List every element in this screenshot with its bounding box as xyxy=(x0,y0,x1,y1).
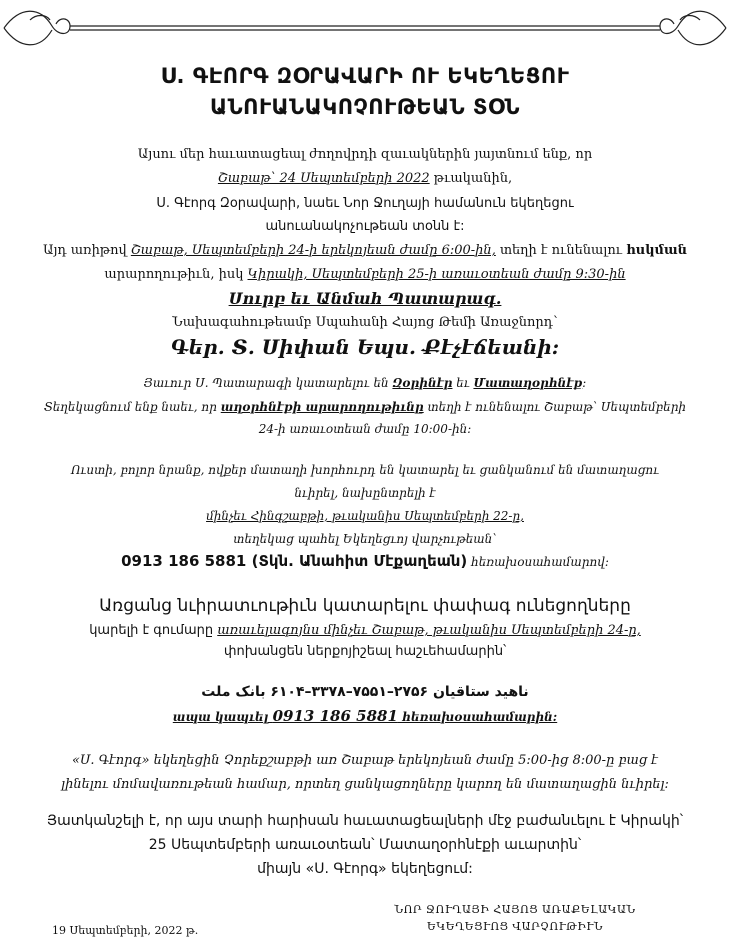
text: Յաւուր Ս. Պատարագի կատարելու են xyxy=(143,376,393,390)
note-line-3: միայն «Ս. Գէորգ» եկեղեցում: xyxy=(257,861,473,877)
text-bold: Զօրինէր xyxy=(392,376,453,390)
text-bold: աղօրհնէքի արարողութիւնը xyxy=(220,400,424,414)
italic-line-3 xyxy=(30,420,700,438)
italic-line-6 xyxy=(30,507,700,525)
bank-account: ناهید ستاقیان ۲۷۵۶–۷۵۵۱–۳۳۷۸–۶۱۰۴ بانک ملت xyxy=(201,684,529,700)
italic-line-5 xyxy=(30,484,700,502)
text: արարողութիւն, իսկ xyxy=(104,267,248,282)
body-line-5 xyxy=(30,242,700,260)
text: : xyxy=(582,376,587,390)
title-line-2: ԱՆՈՒԱՆԱԿՈՉՈՒԹԵԱՆ ՏՕՆ xyxy=(210,95,520,119)
extra-line-1: «Ս. Գէորգ» եկեղեցին Չորեքշաբթի առ Շաբաթ երեկոյեան ժամը 5:00-ից 8:00-ը բաց է xyxy=(72,753,658,768)
text: նւիրել, նախընտրելի է xyxy=(294,486,436,500)
footer-org-line-2: ԵԿԵՂԵՑՒՈՑ ՎԱՐՉՈՒԹԻՒՆ xyxy=(427,920,603,933)
liturgy-title: Սուրբ եւ Անմահ Պատարագ. xyxy=(228,289,502,308)
body-line-2 xyxy=(30,170,700,188)
ornament-border xyxy=(0,6,730,50)
italic-line-7 xyxy=(30,530,700,548)
text: եւ xyxy=(452,376,474,390)
text: հեռախօսահամարին: xyxy=(397,710,558,724)
text: Նախագահութեամբ Սպահանի Հայոց Թեմի Առաջնորդ՝ xyxy=(172,315,558,330)
vespers-time: Շաբաթ, Սեպտեմբերի 24-ի երեկոյեան ժամը 6:00-ին, xyxy=(130,243,496,258)
note-line-2: 25 Սեպտեմբերի առաւօտեան՝ Մատաղօրհնէքի աւարտին՝ xyxy=(148,837,582,853)
text: կարելի է գումարը xyxy=(89,623,218,638)
body-line-3 xyxy=(30,195,700,213)
phone-line xyxy=(30,552,700,572)
text: Ս. Գէորգ Զօրավարի, նաեւ Նոր Ջուղայի համանուն եկեղեցու xyxy=(156,196,574,211)
text: թւականին, xyxy=(429,171,513,186)
text: 24-ի առաւօտեան ժամը 10:00-ին: xyxy=(258,422,472,436)
text: տեղի է ունենալու xyxy=(495,243,627,258)
body-line-4 xyxy=(30,218,700,236)
phone-number: 0913 186 5881 (Տկն. Անահիտ Մէքաղեան) xyxy=(121,552,468,570)
phone-number-2: 0913 186 5881 xyxy=(272,707,398,725)
text: Տեղեկացնում ենք նաեւ, որ xyxy=(43,400,221,414)
footer-org-line-1: ՆՈՐ ՋՈՒՂԱՅԻ ՀԱՅՈՑ ԱՌԱՔԵԼԱԿԱՆ xyxy=(394,903,636,916)
text: Այդ առիթով xyxy=(42,243,131,258)
body-line-8 xyxy=(30,314,700,332)
text-bold: Մատաղօրհնէք xyxy=(473,376,583,390)
donation-line-1 xyxy=(30,622,700,640)
text: հեռախօսահամարով: xyxy=(467,555,609,569)
extra-line-2: լինելու մոմավառութեան համար, որտեղ ցանկացողները կարող են մատաղացին նւիրել: xyxy=(61,777,669,792)
text: անուանակոչութեան տօնն է: xyxy=(265,219,465,234)
header-ornament xyxy=(0,6,730,50)
body-line-7 xyxy=(30,290,700,310)
italic-line-2 xyxy=(30,398,700,416)
italic-line-1 xyxy=(30,374,700,392)
italic-line-4 xyxy=(30,461,700,479)
deadline: մինչեւ Հինգշաբթի, թւականիս Սեպտեմբերի 22-ը, xyxy=(206,509,524,523)
title-line-1: Ս. ԳԷՈՐԳ ԶՕՐԱՎԱՐԻ ՈՒ ԵԿԵՂԵՑՈՒ xyxy=(160,64,570,88)
text: Այսու մեր հաւատացեալ ժողովրդի զաւակներին յայտնում ենք, որ xyxy=(137,147,593,162)
phone2-line xyxy=(30,707,700,727)
text: ապա կապւել xyxy=(172,710,273,724)
donation-heading: Առցանց նւիրատւութիւն կատարելու փափագ ունեցողները xyxy=(99,596,631,616)
footer-date: 19 Սեպտեմբերի, 2022 թ. xyxy=(52,924,199,937)
body-line-6 xyxy=(30,266,700,284)
text: Ուստի, բոլոր նրանք, ովքեր մատաղի խորհուրդ են կատարել եւ ցանկանում են մատաղացու xyxy=(70,463,660,477)
note-line-1: Յատկանշելի է, որ այս տարի հարիսան հաւատացեալների մէջ բաժանւելու է Կիրակի՝ xyxy=(46,813,684,829)
bishop-name-line xyxy=(30,335,700,360)
bishop-name: Գեր․ Տ․ Սիփան Եպս․ Քէչէճեանի: xyxy=(170,335,560,359)
text-bold: հսկման xyxy=(626,243,688,258)
liturgy-time: Կիրակի, Սեպտեմբերի 25-ի առաւօտեան ժամը 9:30-ին xyxy=(247,267,626,282)
text: տեղեկաց պահել Եկեղեցւոյ վարչութեան՝ xyxy=(233,532,497,546)
text: տեղի է ունենալու Շաբաթ՝ Սեպտեմբերի xyxy=(423,400,687,414)
body-line-1 xyxy=(30,146,700,164)
donation-deadline: առաւելագոյնս մինչեւ Շաբաթ, թւականիս Սեպտեմբերի 24-ը, xyxy=(217,623,641,638)
donation-line-2: փոխանցեն ներքոյիշեալ հաշւեհամարին՝ xyxy=(223,644,507,659)
date-highlight: Շաբաթ՝ 24 Սեպտեմբերի 2022 xyxy=(217,171,430,186)
